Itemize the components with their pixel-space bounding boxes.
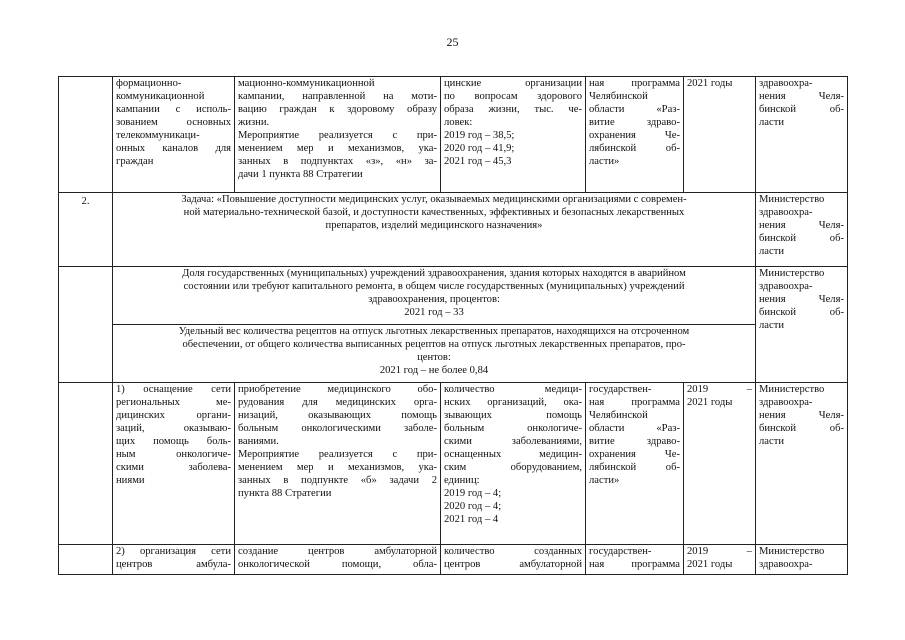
text-line: ласти»: [589, 475, 620, 486]
text-line: количество созданных: [444, 546, 582, 557]
text-line: ласти: [759, 246, 784, 257]
text-line: больным онкологическими заболе-: [238, 423, 437, 434]
text-line: пункта 88 Стратегии: [238, 488, 332, 499]
text-line: Министерство: [759, 546, 825, 557]
text-line: бинской об-: [759, 423, 844, 434]
text-line: онных каналов для: [116, 143, 231, 154]
text-line: 2021 год – не более 0,84: [379, 365, 489, 376]
text-line: здравоохра-: [759, 78, 813, 89]
text-line: области «Раз-: [589, 423, 680, 434]
text-line: здравоохра-: [759, 281, 813, 292]
text-line: государствен-: [589, 546, 652, 557]
table-row-measure: [59, 383, 848, 545]
text-line: центров амбулаторной: [444, 559, 582, 570]
text-line: препаратов, изделий медицинского назначения»: [325, 220, 543, 231]
cell-number: [59, 77, 113, 193]
text-line: Удельный вес количества рецептов на отпуск льготных лекарственных препаратов, находящихся на отсроченном: [178, 326, 690, 337]
text-line: дачи 1 пункта 88 Стратегии: [238, 169, 363, 180]
text-line: больным онкологиче-: [444, 423, 582, 434]
cell-program: [586, 77, 684, 193]
text-line: граждан: [116, 156, 154, 167]
text-line: 2021 год – 33: [404, 307, 464, 318]
text-line: ным онкологиче-: [116, 449, 231, 460]
text-line: зывающих помощь: [444, 410, 582, 421]
text-line: ласти: [759, 436, 784, 447]
text-line: состоянии или требуют капитального ремонта, в общем числе государственных (муниципальных) учреждений: [183, 281, 685, 292]
text-line: центров амбула-: [116, 559, 231, 570]
text-line: онкологической помощи, обла-: [238, 559, 437, 570]
text-line: охранения Че-: [589, 449, 680, 460]
text-line: ной материально-технической базой, и доступности качественных, эффективных и безопасных лекарственных: [183, 207, 685, 218]
cell-number: 2.: [59, 193, 113, 267]
text-line: ласти: [759, 117, 784, 128]
text-line: зованием основных: [116, 117, 231, 128]
text-line: 2021 годы: [687, 397, 733, 408]
text-line: кампании с исполь-: [116, 104, 231, 115]
cell-number: [59, 267, 113, 383]
cell-responsible: [756, 77, 848, 193]
text-line: занных в подпунктах «з», «н» за-: [238, 156, 437, 167]
text-line: охранения Че-: [589, 130, 680, 141]
cell-task-text: [113, 193, 756, 267]
cell-responsible: [756, 267, 848, 383]
text-line: по вопросам здорового: [444, 91, 582, 102]
cell-indicator: [441, 383, 586, 545]
text-line: телекоммуникаци-: [116, 130, 200, 141]
text-line: менением мер и механизмов, ука-: [238, 143, 437, 154]
text-line: 2019 год – 4;: [444, 488, 502, 499]
text-line: витие здраво-: [589, 117, 680, 128]
cell-description: [235, 383, 441, 545]
text-line: щих помощь боль-: [116, 436, 231, 447]
text-line: области «Раз-: [589, 104, 680, 115]
text-line: нения Челя-: [759, 294, 844, 305]
text-line: 2019 –: [687, 546, 752, 557]
text-line: единиц:: [444, 475, 480, 486]
text-line: коммуникационной: [116, 91, 205, 102]
text-line: заций, оказываю-: [116, 423, 231, 434]
text-line: 2019 год – 38,5;: [444, 130, 515, 141]
table-row-task: [59, 193, 848, 267]
text-line: бинской об-: [759, 233, 844, 244]
cell-description: [235, 77, 441, 193]
table-row-continuation: [59, 77, 848, 193]
text-line: приобретение медицинского обо-: [238, 384, 437, 395]
text-line: бинской об-: [759, 104, 844, 115]
text-line: Министерство: [759, 384, 825, 395]
cell-responsible: [756, 383, 848, 545]
text-line: 2021 годы: [687, 559, 733, 570]
text-line: 2019 –: [687, 384, 752, 395]
cell-number: [59, 545, 113, 575]
text-line: лябинской об-: [589, 462, 680, 473]
cell-measure: [113, 545, 235, 575]
text-line: ная программа: [589, 397, 680, 408]
text-line: нения Челя-: [759, 91, 844, 102]
text-line: ная программа: [589, 78, 680, 89]
cell-description: [235, 545, 441, 575]
table-row-indicator: [59, 325, 848, 383]
text-line: менением мер и механизмов, ука-: [238, 462, 437, 473]
cell-program: [586, 545, 684, 575]
text-line: вацию граждан к здоровому образу: [238, 104, 437, 115]
text-line: ским оборудованием,: [444, 462, 582, 473]
text-line: центов:: [417, 352, 451, 363]
text-line: формационно-: [116, 78, 182, 89]
text-line: мационно-коммуникационной: [238, 78, 375, 89]
text-line: государствен-: [589, 384, 652, 395]
text-line: рудования для медицинских орга-: [238, 397, 437, 408]
cell-indicator-text: [113, 325, 756, 383]
text-line: образа жизни, тыс. че-: [444, 104, 582, 115]
cell-responsible: [756, 545, 848, 575]
text-line: дицинских органи-: [116, 410, 231, 421]
text-line: ловек:: [444, 117, 473, 128]
text-line: 2021 год – 4: [444, 514, 499, 525]
text-line: Челябинской: [589, 410, 648, 421]
text-line: создание центров амбулаторной: [238, 546, 437, 557]
text-line: 2020 год – 41,9;: [444, 143, 515, 154]
text-line: здравоохра-: [759, 207, 813, 218]
text-line: Доля государственных (муниципальных) учреждений здравоохранения, здания которых находятся в аварийном: [182, 268, 686, 279]
measures-table: [58, 76, 848, 575]
cell-indicator: [441, 77, 586, 193]
cell-program: [586, 383, 684, 545]
cell-measure: [113, 77, 235, 193]
text-line: нения Челя-: [759, 220, 844, 231]
text-line: бинской об-: [759, 307, 844, 318]
text-line: скими заболеваниями,: [444, 436, 582, 447]
table-row-indicator: [59, 267, 848, 325]
text-line: оснащенных медицин-: [444, 449, 582, 460]
text-line: жизни.: [238, 117, 270, 128]
text-line: ваниями.: [238, 436, 279, 447]
text-line: низаций, оказывающих помощь: [238, 410, 437, 421]
text-line: витие здраво-: [589, 436, 680, 447]
page-number: 25: [446, 35, 459, 49]
text-line: нских организаций, ока-: [444, 397, 582, 408]
text-line: обеспечении, от общего количества выписанных рецептов на отпуск льготных лекарственных препаратов, про-: [182, 339, 686, 350]
text-line: нения Челя-: [759, 410, 844, 421]
text-line: 2020 год – 4;: [444, 501, 502, 512]
text-line: здравоохра-: [759, 397, 813, 408]
cell-number: [59, 383, 113, 545]
cell-measure: [113, 383, 235, 545]
text-line: Мероприятие реализуется с при-: [238, 130, 437, 141]
text-line: цинские организации: [444, 78, 582, 89]
text-line: Челябинской: [589, 91, 648, 102]
text-line: ласти: [759, 320, 784, 331]
cell-period: [684, 383, 756, 545]
cell-indicator: [441, 545, 586, 575]
text-line: ласти»: [589, 156, 620, 167]
text-line: скими заболева-: [116, 462, 231, 473]
text-line: Задача: «Повышение доступности медицинских услуг, оказываемых медицинскими организациями с современ-: [181, 194, 687, 205]
text-line: региональных ме-: [116, 397, 231, 408]
text-line: здравоохранения, процентов:: [368, 294, 500, 305]
text-line: 2021 годы: [687, 78, 733, 89]
text-line: Министерство: [759, 194, 825, 205]
cell-responsible: [756, 193, 848, 267]
text-line: ная программа: [589, 559, 680, 570]
text-line: 2) организация сети: [116, 546, 231, 557]
text-line: 2021 год – 45,3: [444, 156, 512, 167]
text-line: здравоохра-: [759, 559, 813, 570]
text-line: количество медици-: [444, 384, 582, 395]
text-line: ниями: [116, 475, 145, 486]
text-line: Министерство: [759, 268, 825, 279]
cell-indicator-text: [113, 267, 756, 325]
text-line: кампании, направленной на моти-: [238, 91, 437, 102]
cell-period: [684, 545, 756, 575]
cell-period: [684, 77, 756, 193]
text-line: Мероприятие реализуется с при-: [238, 449, 437, 460]
text-line: лябинской об-: [589, 143, 680, 154]
text-line: 1) оснащение сети: [116, 384, 231, 395]
table-row-measure: [59, 545, 848, 575]
text-line: занных в подпункте «б» задачи 2: [238, 475, 437, 486]
